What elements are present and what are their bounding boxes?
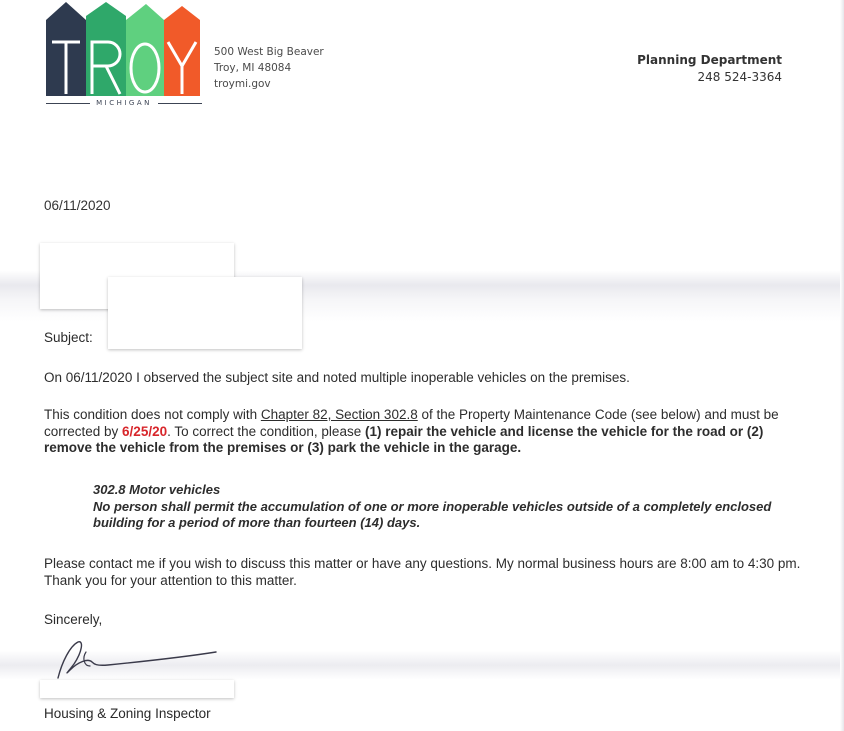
code-excerpt [93, 482, 793, 532]
signer-title: Housing & Zoning Inspector [44, 706, 211, 721]
logo-rule-right [158, 103, 202, 104]
address-line2: Troy, MI 48084 [214, 62, 292, 74]
violation-text-3: . To correct the condition, please [167, 423, 365, 439]
address-line1: 500 West Big Beaver [214, 46, 324, 58]
city-address [214, 44, 324, 92]
code-text: No person shall permit the accumulation of one or more inoperable vehicles outside of a completely enclosed building for a period of more than fourteen (14) days. [93, 498, 772, 530]
violation-text-1: This condition does not comply with [44, 407, 261, 422]
code-reference: Chapter 82, Section 302.8 [260, 407, 418, 422]
redacted-signer-name [40, 680, 234, 698]
corrective-actions: (1) repair the vehicle and license the vehicle for the road or (2) remove the vehicle from the premises or (3) park the vehicle in the garage. [44, 423, 764, 455]
logo-subtext [46, 96, 202, 110]
closing: Sincerely, [44, 612, 103, 627]
department-phone: 248 524-3364 [697, 70, 782, 84]
redacted-recipient-address [108, 277, 302, 349]
code-title: 302.8 Motor vehicles [93, 482, 221, 497]
department-name: Planning Department [637, 53, 782, 67]
logo-michigan-text: MICHIGAN [96, 99, 152, 107]
observation-paragraph: On 06/11/2020 I observed the subject site and noted multiple inoperable vehicles on the premises. [44, 370, 630, 385]
page-edge [840, 0, 844, 731]
department-block [637, 52, 782, 86]
violation-text-2: of the Property Maintenance Code (see below) and must be corrected by [44, 407, 779, 439]
troy-logo [46, 2, 202, 110]
letter-date: 06/11/2020 [44, 198, 111, 213]
subject-label: Subject: [44, 330, 93, 345]
deadline-date: 6/25/20 [122, 423, 168, 439]
website: troymi.gov [214, 78, 271, 90]
violation-paragraph [44, 407, 804, 457]
signature [48, 632, 228, 684]
logo-rule-left [46, 103, 90, 104]
contact-paragraph: Please contact me if you wish to discuss this matter or have any questions. My normal business hours are 8:00 am to 4:30 pm. Thank you for your attention to this matter. [44, 556, 801, 588]
